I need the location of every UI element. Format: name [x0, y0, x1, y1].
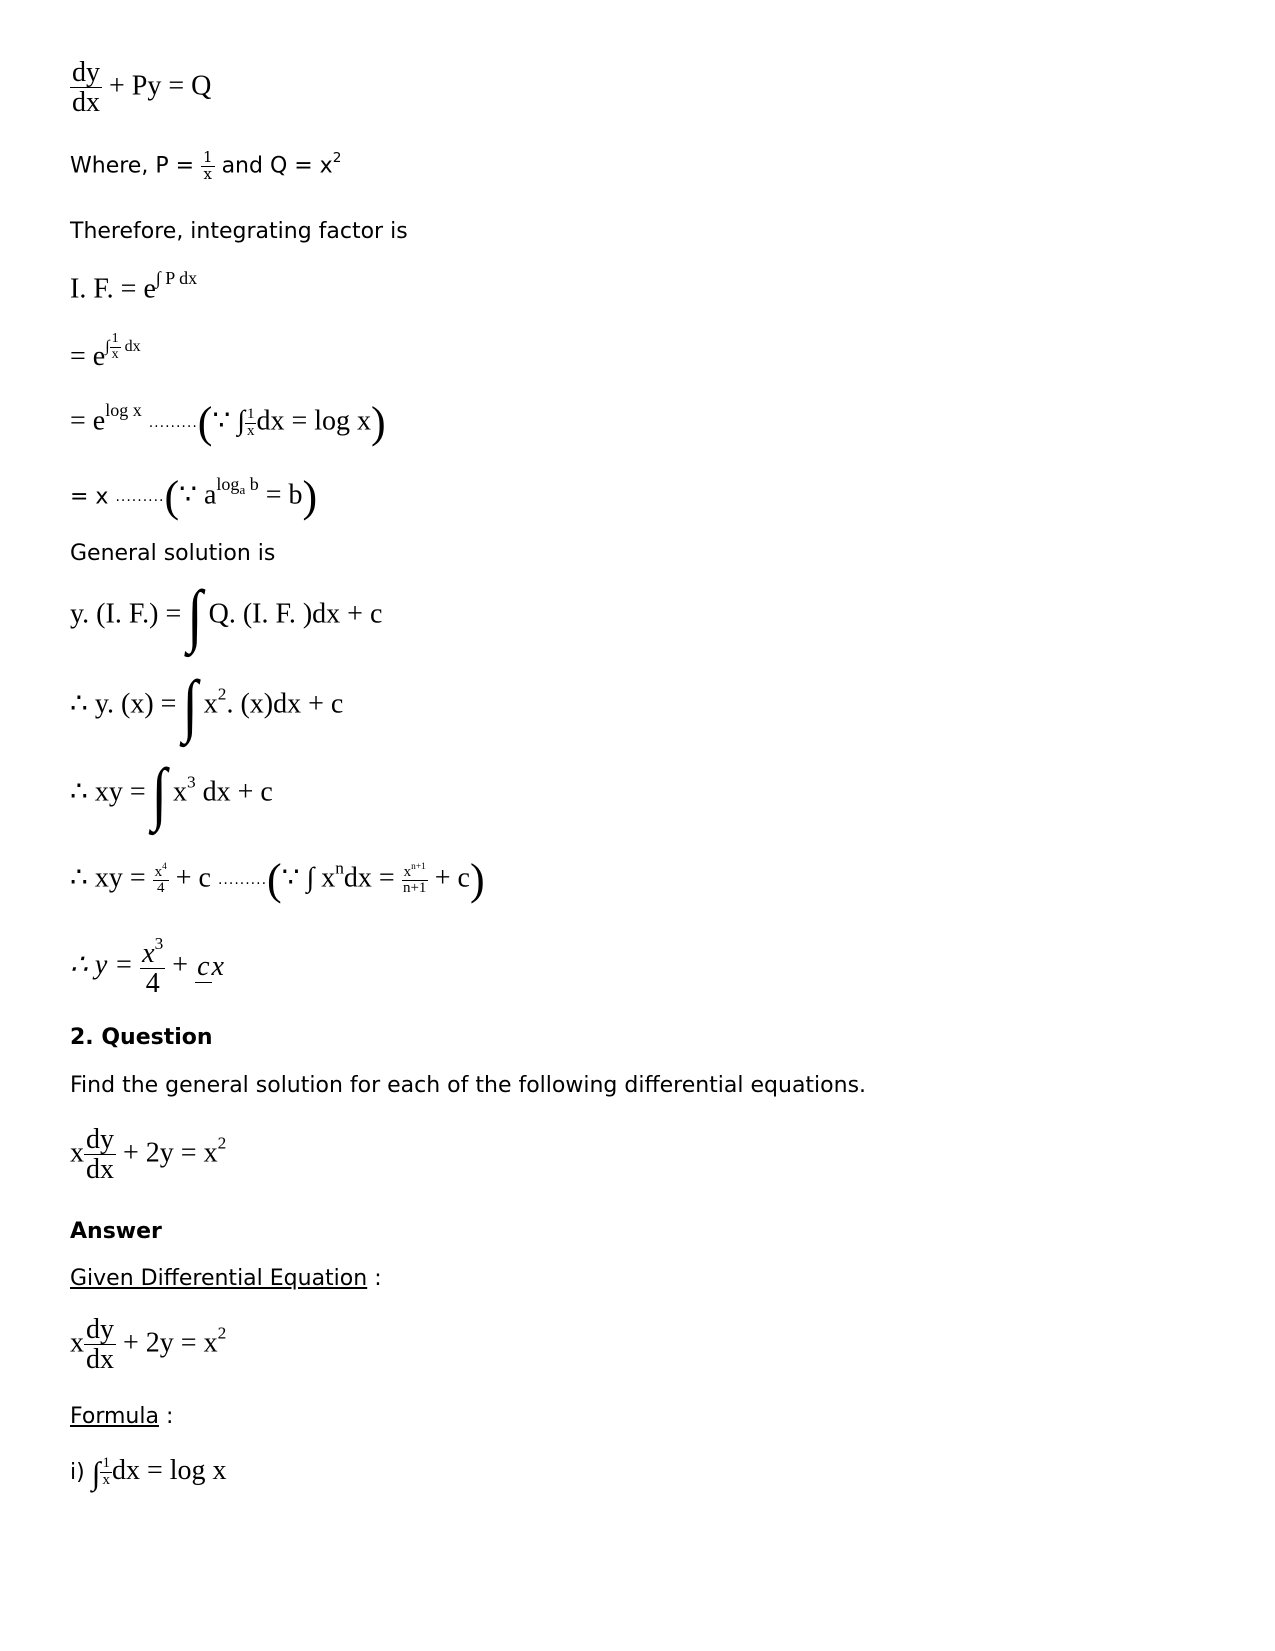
given-label-text: Given Differential Equation	[70, 1266, 368, 1291]
denominator: x	[246, 422, 255, 439]
integral-sign: ∫	[151, 755, 167, 833]
numerator: dy	[86, 1314, 114, 1345]
gs-rhs-rest: dx + c	[202, 776, 273, 808]
open-paren: (	[164, 472, 180, 522]
if-step-2	[70, 332, 141, 373]
if-step-3	[70, 398, 386, 448]
exponent	[216, 474, 259, 497]
gs-lhs: y. (I. F.) =	[70, 598, 182, 630]
exponent: 2	[217, 1133, 227, 1153]
eq-rest: + 2y = x	[123, 1137, 218, 1169]
given-label	[70, 1266, 382, 1291]
exponent: 4	[162, 861, 167, 872]
gs-lhs: ∴ y =	[70, 949, 134, 981]
formula-index: i)	[70, 1460, 85, 1485]
denominator: x	[211, 950, 224, 982]
integral-sign: ∫	[182, 667, 198, 745]
because-rest: dx = log x	[256, 405, 372, 437]
denominator: dx	[72, 87, 100, 119]
fraction-1-x	[110, 332, 121, 362]
fraction-dy-dx	[84, 1315, 116, 1375]
fraction-1-x	[100, 1456, 112, 1489]
gs-lhs: ∴ xy =	[70, 776, 146, 808]
colon: :	[374, 1266, 382, 1291]
eq-prefix: x	[70, 1137, 84, 1169]
exponent: ∫ P dx	[155, 268, 198, 288]
exponent: 2	[217, 1323, 227, 1343]
exponent: 3	[154, 934, 164, 953]
integral-sign: ∫	[187, 577, 203, 655]
equation-rest: + Py = Q	[109, 70, 212, 102]
fraction-power-rule	[402, 863, 428, 897]
open-paren: (	[267, 855, 282, 904]
if-lhs: = x	[70, 484, 109, 510]
gs-rhs-base: x	[172, 776, 187, 808]
general-solution-final	[70, 935, 224, 999]
fraction-dy-dx	[70, 58, 102, 118]
where-prefix: Where, P =	[70, 153, 195, 179]
exp-base: a	[239, 482, 246, 497]
denominator: n+1	[402, 880, 427, 897]
formula-i	[70, 1455, 227, 1489]
gs-lhs: ∴ y. (x) =	[70, 688, 177, 720]
denominator: x	[111, 346, 119, 362]
colon: :	[165, 1404, 174, 1429]
numerator: 1	[203, 148, 213, 166]
numerator: dy	[72, 57, 100, 88]
gs-rhs-base: x	[203, 688, 218, 720]
numerator: x	[154, 863, 163, 880]
formula-rest: dx = log x	[111, 1455, 227, 1486]
formula-label	[70, 1404, 173, 1429]
exponent: 3	[186, 772, 196, 792]
answer-title	[70, 1219, 162, 1244]
general-solution-formula	[70, 577, 383, 655]
answer-title-text: Answer	[70, 1219, 162, 1244]
question-title-text: 2. Question	[70, 1025, 213, 1050]
numerator: 1	[111, 331, 119, 346]
where-line	[70, 150, 341, 183]
numerator: x	[403, 863, 412, 880]
plus-c: + c	[175, 862, 211, 894]
because-text: ∵ a	[179, 479, 217, 511]
general-solution-step-2	[70, 755, 273, 833]
denominator: 4	[156, 880, 165, 897]
numerator: 1	[246, 405, 255, 422]
general-solution-step-3	[70, 855, 485, 904]
fraction-p	[201, 150, 215, 183]
question-equation	[70, 1125, 226, 1185]
if-lhs: = e	[70, 340, 106, 372]
denominator: dx	[86, 1154, 114, 1186]
gs-rhs: Q. (I. F. )dx + c	[208, 598, 383, 630]
formula-label-text: Formula	[70, 1404, 159, 1429]
integral-sign: ∫	[91, 1454, 101, 1491]
because-text: ∵ ∫ x	[281, 862, 336, 894]
numerator: dy	[86, 1124, 114, 1155]
because-rest: = b	[265, 479, 303, 511]
fraction-dy-dx	[84, 1125, 116, 1185]
exponent-dx: dx	[124, 337, 141, 355]
general-solution-step-1	[70, 667, 344, 745]
denominator: dx	[86, 1344, 114, 1376]
because-text: ∵ ∫	[212, 405, 245, 437]
open-paren: (	[197, 398, 213, 448]
exponent: n+1	[411, 861, 426, 872]
eq-rest: + 2y = x	[123, 1327, 218, 1359]
denominator: 4	[145, 968, 160, 1000]
if-lhs: I. F. = e	[70, 273, 156, 305]
gs-rhs-rest: . (x)dx + c	[226, 688, 344, 720]
equation-linear-form	[70, 58, 211, 118]
because-rest: dx =	[343, 862, 395, 894]
dots: .........	[217, 872, 268, 888]
where-mid: and Q = x	[221, 153, 333, 179]
denominator: x	[102, 1472, 110, 1489]
exponent: n	[335, 858, 344, 878]
question-title	[70, 1025, 213, 1050]
plus-sign: +	[172, 949, 189, 981]
plus-c: + c	[434, 862, 470, 894]
exp-log: log	[216, 474, 240, 494]
therefore-text: Therefore, integrating factor is	[70, 219, 408, 244]
exponent: 2	[217, 684, 227, 704]
exponent: log x	[105, 400, 142, 420]
integral-sign: ∫	[105, 337, 110, 355]
question-text: Find the general solution for each of the following differential equations.	[70, 1073, 867, 1098]
exponent	[105, 331, 141, 362]
exponent: 2	[332, 150, 342, 167]
close-paren: )	[371, 398, 386, 448]
if-lhs: = e	[70, 405, 106, 437]
dots: .........	[148, 415, 198, 432]
eq-prefix: x	[70, 1327, 84, 1359]
if-definition	[70, 268, 197, 306]
fraction-1-x	[245, 407, 257, 440]
gs-lhs: ∴ xy =	[70, 862, 146, 894]
general-solution-label: General solution is	[70, 541, 276, 566]
exp-arg: b	[249, 474, 259, 494]
numerator: 1	[102, 1455, 110, 1472]
fraction-c-x	[195, 951, 224, 983]
answer-equation	[70, 1315, 226, 1375]
fraction-x3-4	[140, 935, 165, 999]
numerator: c	[197, 950, 210, 982]
denominator: x	[203, 164, 213, 183]
numerator: x	[142, 938, 155, 970]
close-paren: )	[302, 472, 318, 522]
fraction-x4-4	[153, 863, 169, 897]
if-step-4	[70, 472, 318, 522]
dots: .........	[115, 489, 165, 506]
close-paren: )	[469, 855, 485, 904]
